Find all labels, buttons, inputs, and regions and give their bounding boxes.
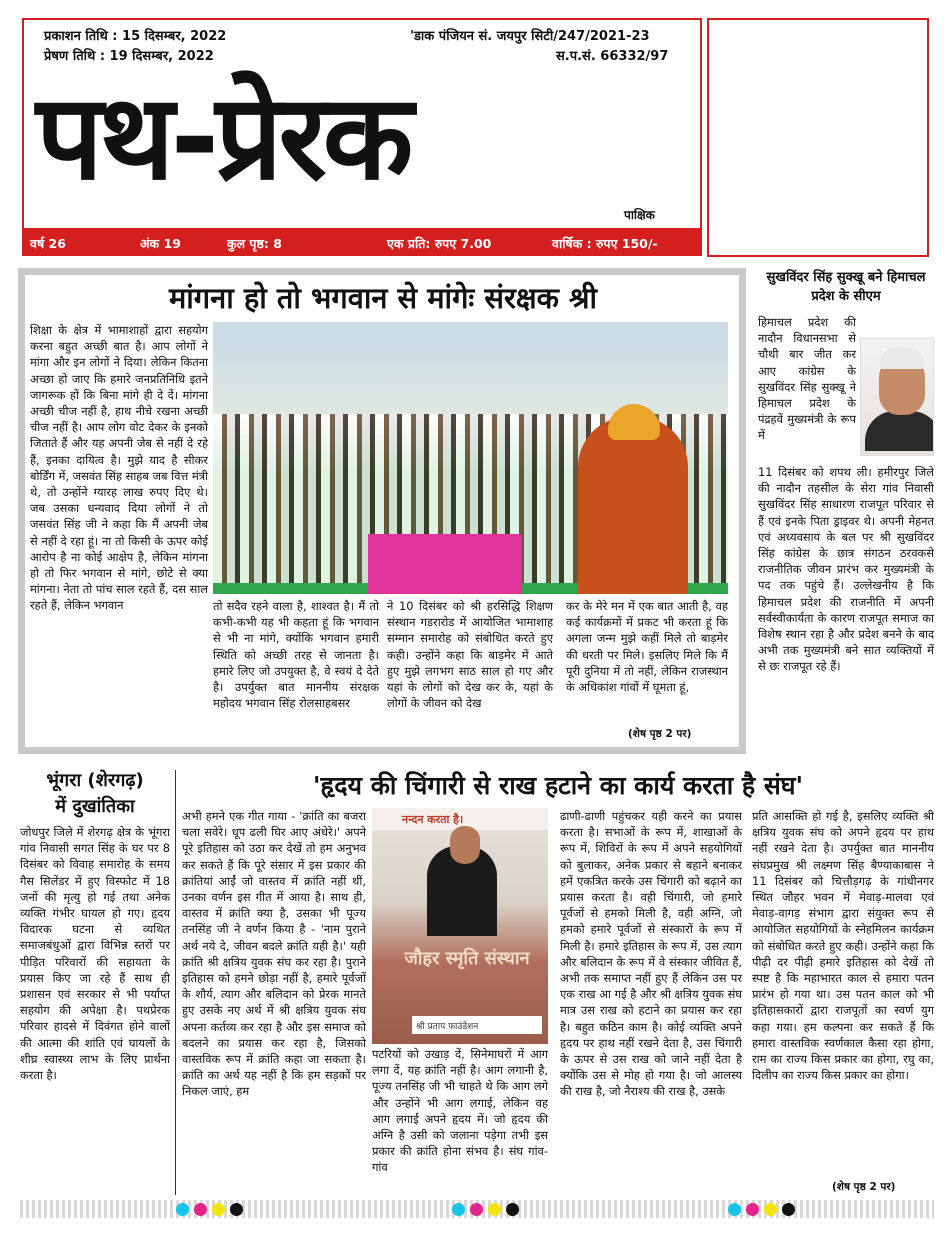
volume-year: वर्ष 26 — [30, 236, 66, 251]
tragedy-headline — [20, 768, 170, 820]
event-crowd-photo — [213, 322, 728, 594]
sps-number: स.प.सं. 66332/97 — [556, 49, 669, 64]
tragedy-text: जोधपुर जिले में शेरगढ़ क्षेत्र के भूंगरा गांव निवासी सगत सिंह के घर पर 8 दिसंबर को विवाह समारोह के समय गैस सिलेंडर में हुए विस्फोट में 18 जनों की मृत्यु हो गई तथा अनेक व्यक्ति गंभीर घायल हो गए। हृदय विदारक घटना से व्यथित समाजबंधुओं द्वारा विभिन्न स्तरों पर पीड़ित परिवारों की सहायता के प्रयास किए जा रहे हैं साथ ही प्रशासन एवं सरकार से भी पर्याप्त सहयोग की अपेक्षा है। पथप्रेरक परिवार हादसे में दिवंगत होने वालों की आत्मा की शांति एवं घायलों के शीघ्र स्वास्थ्य लाभ के लिए प्रार्थना करता है। — [20, 825, 170, 1083]
publication-date: प्रकाशन तिथि : 15 दिसम्बर, 2022 — [44, 29, 227, 44]
cyan-dot — [176, 1203, 189, 1216]
sangh-headline: 'हृदय की चिंगारी से राख हटाने का कार्य करता है संघ' — [312, 771, 804, 800]
tragedy-headline-line1: भूंगरा (शेरगढ़) — [46, 770, 144, 791]
advertisement-box — [707, 18, 929, 257]
cyan-dot — [452, 1203, 465, 1216]
black-dot — [230, 1203, 243, 1216]
sidebar-text-bottom: 11 दिसंबर को शपथ ली। हमीरपुर जिले की नादौन तहसील के सेरा गांव निवासी सुखविंदर सिंह साधारण राजपूत परिवार से हैं एवं इनके पिता ड्राइवर थे। अपनी मेहनत एवं अध्यवसाय के बल पर श्री सुखविंदर सिंह कांग्रेस के छात्र संगठन ठरवकसे राजनीतिक जीवन प्रारंभ कर मुख्यमंत्री के पद तक पहुंचे हैं। उल्लेखनीय है कि हिमाचल प्रदेश की राजनीति में अपनी सर्वस्वीकार्यता के कारण राजपूत समाज का विशेष स्थान रहा है और प्रदेश बनने के बाद अभी तक मुख्यमंत्री बने सात व्यक्तियों में से छः राजपूत रहे हैं। — [758, 465, 934, 674]
column-divider — [175, 770, 176, 1195]
magenta-dot — [470, 1203, 483, 1216]
speaker-photo — [372, 808, 548, 1044]
magenta-dot — [746, 1203, 759, 1216]
podium-text: जौहर स्मृति संस्थान — [404, 948, 530, 969]
lead-column-1: शिक्षा के क्षेत्र में भामाशाहों द्वारा सहयोग करना बहुत अच्छी बात है। आप लोगों ने मांगा और इन लोगों ने दिया। लेकिन कितना अच्छा हो जाए कि हमारे जनप्रतिनिधि इतने जागरूक हों कि बिना मांगे ही दे दें। मांगना अच्छी चीज नहीं है, हाथ नीचे रखना अच्छी चीज नहीं है। आप लोग वोट देकर के इनको जिताते हैं और यह अपनी जेब से नहीं दे रहे हैं, इनका दायित्व है। मुझे याद है सीकर बोर्डिंग में, जसवंत सिंह साहब जब वित्त मंत्री थे, तो उन्होंने ग्यारह लाख रुपए दिए थे। जब उसका धन्यवाद दिया लोगों ने तो जसवंत सिंह जी ने कहा कि मैं अपनी जेब से नहीं दे रहा हूं। ना तो किसी के ऊपर कोई आरोप है ना कोई आक्षेप है, लेकिन मांगना हो तो फिर भगवान से मांगे, छोटे से क्या मांगना। नेता तो पांच साल रहते हैं, दस साल रहते हैं, लेकिन भगवान — [30, 323, 208, 613]
yellow-dot — [488, 1203, 501, 1216]
issue-info-bar — [22, 230, 702, 256]
sangh-column-3: ढाणी-ढाणी पहुंचकर यही करने का प्रयास करता है। सभाओं के रूप में, शाखाओं के रूप में, शिविरों के रूप में अपने सहयोगियों को बुलाकर, अनेक प्रकार से बहाने बनाकर हमें एकत्रित करके उस चिंगारी को बढ़ाने का प्रयास करता है। वही चिंगारी, जो हमारे पूर्वजों से हमको मिली है, वही अग्नि, जो हमको हमारे पूर्वजों से संस्कारों के रूप में मिली है। हमारे इतिहास के रूप में, उस त्याग और बलिदान के रूप में वे संस्कार जीवित हैं, अभी तक समाप्त नहीं हुए हैं लेकिन उस पर एक राख आ गई है और श्री क्षत्रिय युवक संघ मात्र उस राख को हटाने का प्रयास कर रहा है। बहुत कठिन काम है। कोई व्यक्ति अपने हृदय पर हाथ नहीं रखने देता है, उस चिंगारी के ऊपर से उस राख को जाने नहीं देता है क्योंकि उस से मोह हो गया है। जो आलस्य की राख है, जो नैराश्य की राख है, उसके — [560, 809, 742, 1099]
lead-column-2: तो सदैव रहने वाला है, शाश्वत है। मैं तो कभी-कभी यह भी कहता हूं कि भगवान से भी ना मांगे, क्योंकि भगवान हमारी स्थिति को अच्छी तरह से जानता है। हमारे लिए जो उपयुक्त है, वे स्वयं दे देते है। उपर्युक्त बात माननीय संरक्षक महोदय भगवान सिंह रोलसाहबसर — [213, 599, 379, 711]
black-dot — [506, 1203, 519, 1216]
foundation-sign: श्री प्रताप फाउंडेशन — [412, 1016, 542, 1034]
cyan-dot — [728, 1203, 741, 1216]
postal-registration: 'डाक पंजियन सं. जयपुर सिटी/247/2021-23 — [410, 29, 650, 44]
cm-portrait-photo — [860, 338, 934, 456]
lead-column-4: कर के मेरे मन में एक बात आती है, वह कई कार्यक्रमों में प्रकट भी करता हूं कि अगला जन्म मुझे कहीं मिले तो बाड़मेर की धरती पर मिले। इसलिए मिले कि मैं पूरी दुनिया में तो नहीं, लेकिन राजस्थान के अधिकांश गांवों में घूमता हूं, — [566, 599, 728, 695]
total-pages: कुल पृष्ठ: 8 — [227, 236, 282, 251]
lead-column-3: ने 10 दिसंबर को श्री हरसिद्धि शिक्षण संस्थान गडरारोड में आयोजित भामाशाह सम्मान समारोह को संबोधित करते हुए कही। उन्होंने कहा कि बाड़मेर में आते हुए मुझे लगभग साठ साल हो गए और यहां के लोगों को देख कर के, यहां के लोगों के जीवन को देख — [387, 599, 553, 711]
sangh-column-4: प्रति आसक्ति हो गई है, इसलिए व्यक्ति श्री क्षत्रिय युवक संघ को अपने हृदय पर हाथ नहीं रखने देता है। उपर्युक्त बात माननीय संघप्रमुख श्री लक्ष्मण सिंह बैण्याकाबास ने 11 दिसंबर को चित्तौड़गढ़ के गांधीनगर स्थित जौहर भवन में मेवाड़-मालवा एवं मेवाड़-वागड़ संभाग द्वारा संयुक्त रूप से आयोजित सहयोगियों के स्नेहमिलन कार्यक्रम को संबोधित करते हुए कही। उन्होंने कहा कि पीढ़ी दर पीढ़ी हमारे इतिहास को देखें तो स्पष्ट है कि महाभारत काल से हमारा पतन प्रारंभ हो गया था। उस पतन काल को भी इतिहासकारों द्वारा राजपूतों का स्वर्ण युग कहा गया। हम कल्पना कर सकते हैं कि हमारा वास्तविक स्वर्णकाल कैसा रहा होगा, राम का राज्य किस प्रकार का होगा, रघु का, दिलीप का राज्य किस प्रकार का होगा। — [752, 809, 934, 1083]
black-dot — [782, 1203, 795, 1216]
magenta-dot — [194, 1203, 207, 1216]
sangh-column-2: पटरियों को उखाड़ दें, सिनेमाघरों में आग लगा दें, यह क्रांति नहीं है। आग लगानी है, पूज्य तनसिंह जी भी चाहते थे कि आग लगे और उन्होंने भी आग लगाई, लेकिन वह आग लगाई अपने हृदय में। जो हृदय की अग्नि है उसी को जलाना पड़ेगा तभी इस प्रकार की क्रांति होना संभव है। संघ गांव-गांव — [372, 1047, 548, 1175]
dispatch-date: प्रेषण तिथि : 19 दिसम्बर, 2022 — [44, 49, 214, 64]
tragedy-headline-line2: में दुखांतिका — [55, 796, 135, 817]
yellow-dot — [212, 1203, 225, 1216]
frequency-label: पाक्षिक — [624, 208, 655, 222]
single-copy-price: एक प्रति: रुपए 7.00 — [387, 236, 492, 251]
sidebar-text-top: हिमाचल प्रदेश की नादौन विधानसभा से चौथी बार जीत कर आए कांग्रेस के सुखविंदर सिंह सुक्खू ने हिमाचल प्रदेश के पंद्रहवें मुख्यमंत्री के रूप में — [758, 315, 856, 443]
lead-continued-note: (शेष पृष्ठ 2 पर) — [628, 728, 692, 740]
sangh-column-1: अभी हमने एक गीत गाया - 'क्रांति का बजरा चला सवेरे। धूप ढली घिर आए अंधेरे।' अपने पूरे इतिहास को उठा कर देखें तो हम अनुभव कर सकते हैं कि पूरे संसार में इस प्रकार की क्रांतियां आईं जो वास्तव में क्रांति नहीं थीं, उनका वर्णन इस गीत में आया है। साथ ही, वास्तव में क्रांति क्या है, उसका भी पूज्य तनसिंह जी ने वर्णन किया है - 'नाम पुराने अर्थ नये दे, जीवन बदले क्रांति यही है।' यही क्रांति श्री क्षत्रिय युवक संघ कर रहा है। पुराने इतिहास को हमने छोड़ा नहीं है, हमारे पूर्वजों के शौर्य, त्याग और बलिदान को प्रेरक मानते हुए उसके नए अर्थ में श्री क्षत्रिय युवक संघ अपना कर्तव्य कर रहा है और इस समाज को बदलने का प्रयास कर रहा है, जिसको वास्तविक रूप में क्रांति कहा जा सकता है। क्रांति का अर्थ यह नहीं है कि हम सड़कों पर निकल जाएं, हम — [182, 809, 366, 1099]
sangh-continued-note: (शेष पृष्ठ 2 पर) — [832, 1181, 896, 1193]
sidebar-headline: सुखविंदर सिंह सुक्खू बने हिमाचल प्रदेश के सीएम — [766, 270, 926, 304]
photo-banner-text: नन्दन करता है। — [372, 808, 548, 830]
annual-price: वार्षिक : रुपए 150/- — [552, 236, 658, 251]
issue-number: अंक 19 — [140, 236, 181, 251]
yellow-dot — [764, 1203, 777, 1216]
lead-headline: मांगना हो तो भगवान से मांगेः संरक्षक श्री — [168, 281, 598, 315]
newspaper-title: पथ-प्रेरक — [36, 68, 410, 206]
